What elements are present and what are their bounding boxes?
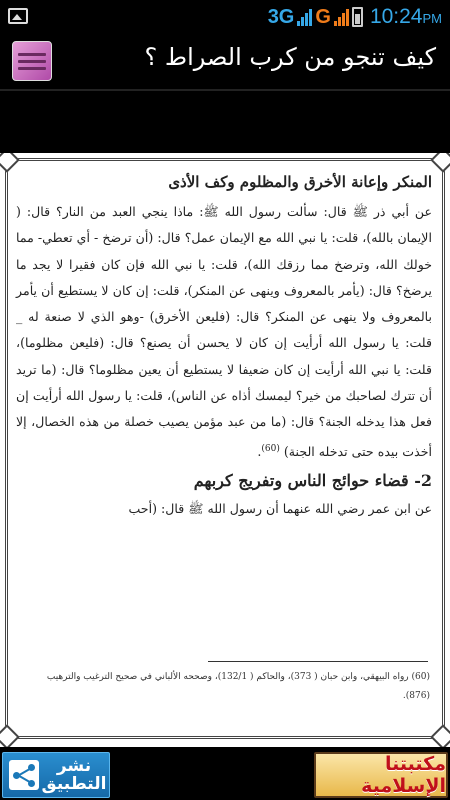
footnote: (60) رواه البيهقي، وابن حبان ( 373)، والحاكم ( 132/1)، وصححه الألباني في صحيح الترغيب والترهيب (876).	[46, 672, 430, 701]
library-label: مكتبتنا الإسلامية	[361, 753, 446, 797]
book-page[interactable]	[0, 153, 450, 747]
app-logo-icon[interactable]	[12, 41, 52, 81]
share-app-button[interactable]	[2, 752, 110, 798]
footnote-marker: (60)	[261, 443, 280, 454]
app-title: كيف تنجو من كرب الصراط ؟	[144, 43, 436, 71]
app-title-bar	[0, 33, 450, 91]
bottom-bar	[0, 747, 450, 800]
section-heading: المنكر وإعانة الأخرق والمظلوم وكف الأذى	[168, 173, 432, 191]
signal-strength-icon-secondary	[334, 8, 349, 26]
clock: 10:24PM	[369, 5, 442, 28]
share-icon	[9, 760, 39, 790]
subsection-heading: 2- قضاء حوائج الناس وتفريج كربهم	[193, 471, 432, 491]
image-notification-icon	[8, 8, 28, 24]
page-content	[16, 173, 432, 522]
hadith-paragraph: عن أبي ذر ﷺ قال: سألت رسول الله ﷺ: ماذا ينجي العبد من النار؟ قال: ( الإيمان بالله)، قلت: يا نبي الله مع الإيمان عمل؟ قال: (أن ترضخ - أي تعطي- مما خولك الله، وترضخ مما رزقك الله)، قلت: يا نبي الله فإن كان فقيرا لا يجد ما يرضخ؟ قال: (يأمر بالمعروف وينهى عن المنكر)، قلت: إن كان لا يستطيع أن يأمر بالمعروف ولا ينهى عن المنكر؟ قال: (فليعن الأخرق) -وهو الذي لا صنعة له _ قلت: يا رسول الله أرأيت إن كان لا يحسن أن يصنع؟ قال: (فليعن مظلوما)، قلت: يا نبي الله أرأيت إن كان ضعيفا لا يستطيع أن يعين مظلوما؟ قال: (ما تريد أن تترك لصاحبك من خير؟ ليمسك أذاه عن الناس)، قلت: يا رسول الله أرأيت إن فعل هذا يدخله الجنة؟ قال: (ما من عبد مؤمن يصيب خصلة من هذه الخصال، إلا أخذت بيده حتى تدخله الجنة) $^{(60)}$.	[16, 204, 432, 459]
battery-icon	[352, 7, 363, 27]
network-type-secondary: G	[315, 5, 331, 28]
share-app-label: نشر التطبيق	[41, 756, 107, 794]
signal-strength-icon	[297, 8, 312, 26]
footnote-divider	[208, 661, 428, 662]
status-bar	[0, 0, 450, 33]
status-indicators	[268, 4, 442, 30]
hadith-paragraph-2: عن ابن عمر رضي الله عنهما أن رسول الله ﷺ قال: (أحب	[128, 501, 432, 517]
our-islamic-library-button[interactable]	[314, 752, 448, 798]
network-type-primary: 3G	[267, 5, 295, 28]
